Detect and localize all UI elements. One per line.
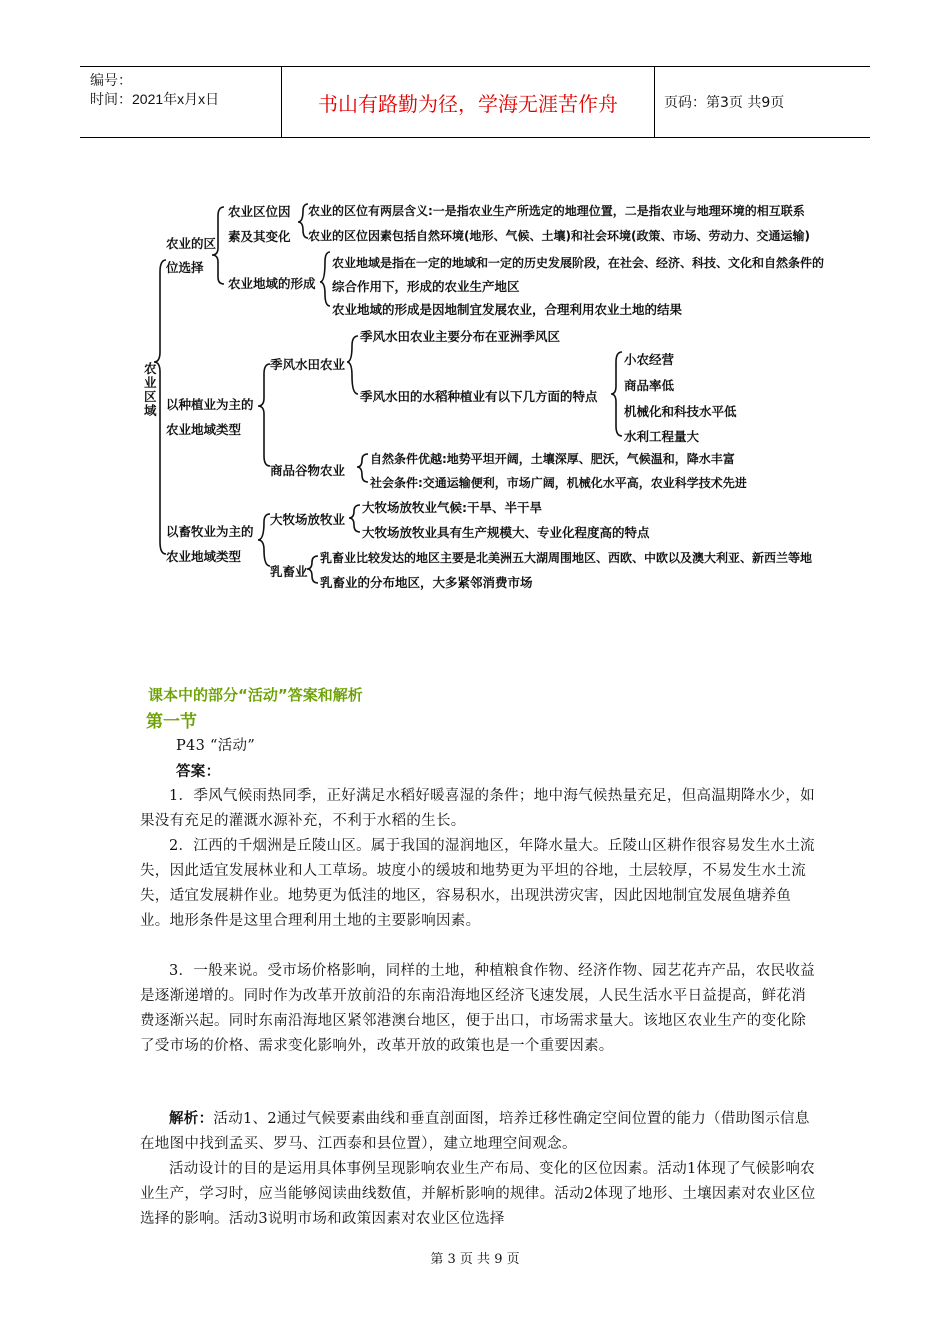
b1b-text1: 农业地域是指在一定的地域和一定的历史发展阶段，在社会、经济、科技、文化和自然条件的 [332,256,825,270]
bracket-dairy [307,556,318,583]
b3-label-line2: 农业地域类型 [166,549,242,564]
agriculture-concept-diagram [140,180,860,600]
b1a-label-line1: 农业区位因 [228,204,291,219]
number-label: 编号： [90,72,132,88]
answer-2: 2．江西的千烟洲是丘陵山区。属于我国的湿润地区，年降水量大。丘陵山区耕作很容易发生水土流失，因此适宜发展林业和人工草场。坡度小的缓坡和地势更为平坦的谷地，土层较厚，不易发生水土流失，适宜发展耕作业。地势更为低洼的地区，容易积水，出现洪涝灾害，因此因地制宜发展鱼塘养鱼业。地形条件是这里合理利用土地的主要影响因素。 [140,838,815,929]
section-title: 课本中的部分“活动”答案和解析 [148,686,363,704]
header-table [80,66,870,138]
b1b-label: 农业地域的形成 [228,276,316,291]
page-footer: 第 3 页 共 9 页 [430,1252,520,1267]
bracket-b1a [298,204,308,238]
b1a-text2: 农业的区位因素包括自然环境(地形、气候、土壤)和社会环境(政策、市场、劳动力、交通运输) [308,229,810,243]
rice-feature-4: 水利工程量大 [624,429,700,444]
answer-3: 3．一般来说。受市场价格影响，同样的土地，种植粮食作物、经济作物、园艺花卉产品，农民收益是逐渐递增的。同时作为改革开放前沿的东南沿海地区经济飞速发展，人民生活水平日益提高，鲜花消费逐渐兴起。同时东南沿海地区紧邻港澳台地区，便于出口，市场需求量大。该地区农业生产的变化除了受市场的价格、需求变化影响外，改革开放的政策也是一个重要因素。 [140,963,815,1054]
b2-label-line2: 农业地域类型 [166,422,242,437]
dairy-text1: 乳畜业比较发达的地区主要是北美洲五大湖周围地区、西欧、中欧以及澳大利亚、新西兰等地 [320,551,813,565]
b1b-text3: 农业地域的形成是因地制宜发展农业，合理利用农业土地的结果 [332,302,683,317]
bracket-ranch [349,505,360,532]
bracket-features [611,352,622,436]
b3-label-line1: 以畜牧业为主的 [166,524,254,539]
grain-text2: 社会条件:交通运输便利，市场广阔，机械化水平高，农业科学技术先进 [370,476,747,490]
dairy-text2: 乳畜业的分布地区，大多紧邻消费市场 [320,575,533,590]
b1a-text1: 农业的区位有两层含义:一是指农业生产所选定的地理位置，二是指农业与地理环境的相互联系 [308,204,805,218]
rice-feature-1: 小农经营 [624,352,675,367]
b1-label-line1: 农业的区 [166,236,217,251]
bracket-b1b [320,252,330,306]
analysis-label: 解析： [169,1110,214,1127]
b1a-label-line2: 素及其变化 [228,229,291,244]
ranch-label: 大牧场放牧业 [270,512,346,527]
analysis-1 [140,1106,820,1157]
activity-heading: P43 “活动” [176,738,256,754]
rice-feature-2: 商品率低 [624,378,675,393]
b2-label-line1: 以种植业为主的 [166,397,254,412]
rice-feature-3: 机械化和科技水平低 [624,404,737,419]
date-label: 时间：2021年x月x日 [90,91,220,107]
analysis-2: 活动设计的目的是运用具体事例呈现影响农业生产布局、变化的区位因素。活动1体现了气候影响农业生产，学习时，应当能够阅读曲线数值，并解析影响的规律。活动2体现了地形、土壤因素对农业区位选择的影响。活动3说明市场和政策因素对农业区位选择 [140,1161,816,1227]
analysis-text-1: 活动1、2通过气候要素曲线和垂直剖面图，培养迁移性确定空间位置的能力（借助图示信息在地图中找到孟买、罗马、江西泰和县位置），建立地理空间观念。 [140,1111,810,1152]
bracket-rice [347,336,358,394]
grain-text1: 自然条件优越:地势平坦开阔，土壤深厚、肥沃，气候温和，降水丰富 [370,452,735,466]
header-meta-cell [80,67,282,137]
answer-label: 答案： [176,763,221,780]
answer-block [140,784,820,1059]
diagram-root: 农业区域 [144,361,157,418]
rice-text2: 季风水田的水稻种植业有以下几方面的特点 [360,389,598,404]
grain-label: 商品谷物农业 [270,463,346,478]
bracket-b3 [258,514,270,566]
answer-1: 1．季风气候雨热同季，正好满足水稻好暖喜湿的条件；地中海气候热量充足，但高温期降水少，如果没有充足的灌溉水源补充，不利于水稻的生长。 [140,788,815,829]
b1b-text2: 综合作用下，形成的农业生产地区 [332,279,520,294]
ranch-text2: 大牧场放牧业具有生产规模大、专业化程度高的特点 [362,525,650,540]
analysis-block [140,1106,820,1232]
dairy-label: 乳畜业 [270,564,308,579]
page-label: 页码：第3页 共9页 [664,95,785,111]
motto: 书山有路勤为径，学海无涯苦作舟 [282,67,655,137]
b1-label-line2: 位选择 [166,260,204,275]
bracket-grain [357,454,368,482]
ranch-text1: 大牧场放牧业气候:干旱、半干旱 [362,500,542,515]
rice-text1: 季风水田农业主要分布在亚洲季风区 [360,329,561,344]
bracket-b2 [258,364,270,466]
section-subtitle: 第一节 [146,712,197,732]
rice-label: 季风水田农业 [270,357,346,372]
